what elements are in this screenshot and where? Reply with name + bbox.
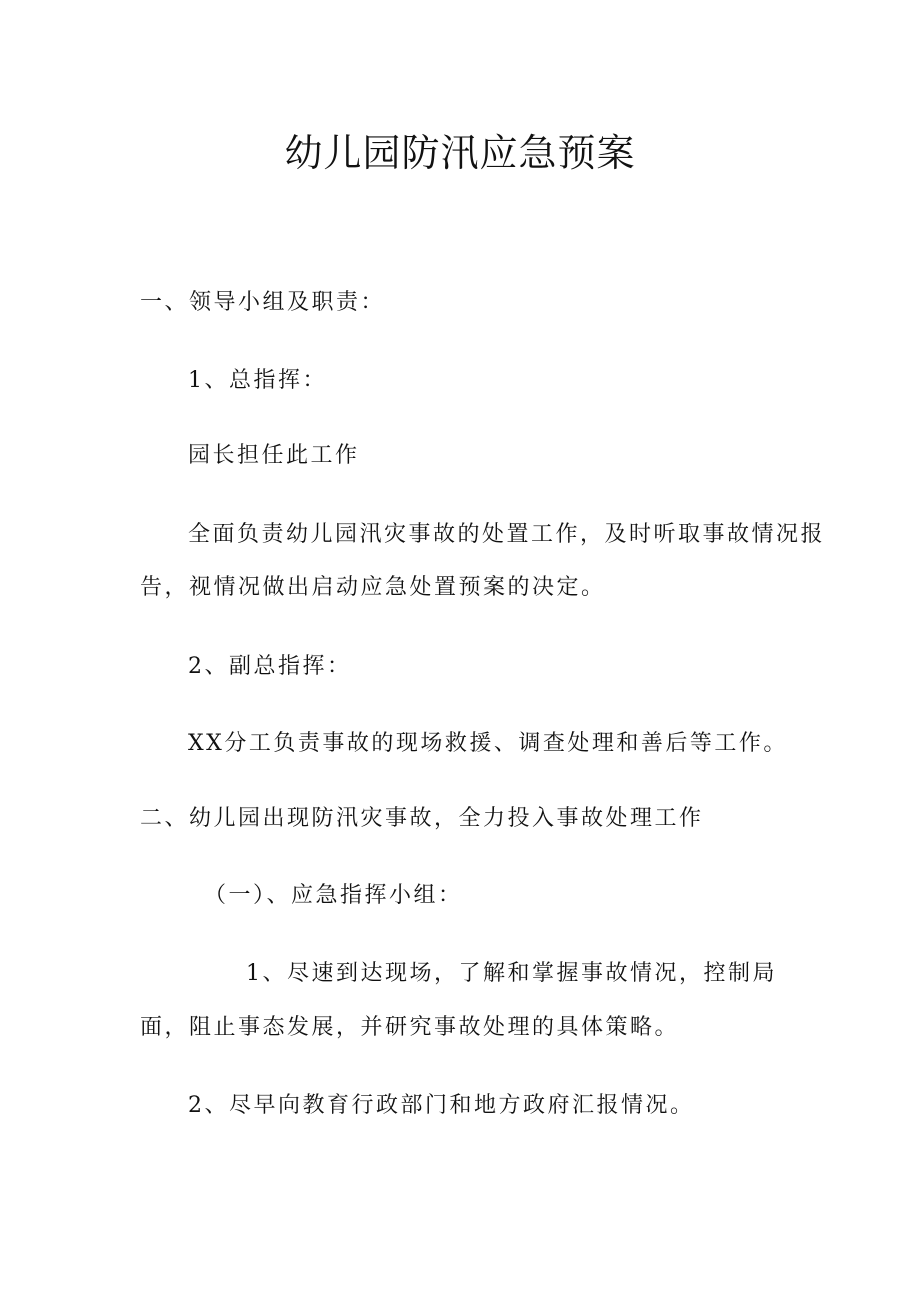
paragraph-line: 全面负责幼儿园汛灾事故的处置工作，及时听取事故情况报 <box>188 522 826 547</box>
subsection-heading-command-group: （一）、应急指挥小组： <box>204 883 463 908</box>
paragraph-line: XX分工负责事故的现场救援、调查处理和善后等工作。 <box>188 731 788 756</box>
paragraph-line: 面，阻止事态发展，并研究事故处理的具体策略。 <box>140 1015 680 1040</box>
paragraph-line: 1、尽速到达现场，了解和掌握事故情况，控制局 <box>246 961 777 986</box>
section-heading-leadership: 一、领导小组及职责： <box>140 290 386 315</box>
paragraph-line: 告，视情况做出启动应急处置预案的决定。 <box>140 575 606 600</box>
item-commander-heading: 1、总指挥： <box>188 368 327 393</box>
paragraph-line: 园长担任此工作 <box>188 443 360 468</box>
section-heading-accident-response: 二、幼儿园出现防汛灾事故，全力投入事故处理工作 <box>140 806 704 831</box>
document-title: 幼儿园防汛应急预案 <box>284 131 636 175</box>
item-deputy-commander-heading: 2、副总指挥： <box>188 654 352 679</box>
paragraph-line: 2、尽早向教育行政部门和地方政府汇报情况。 <box>188 1093 695 1118</box>
